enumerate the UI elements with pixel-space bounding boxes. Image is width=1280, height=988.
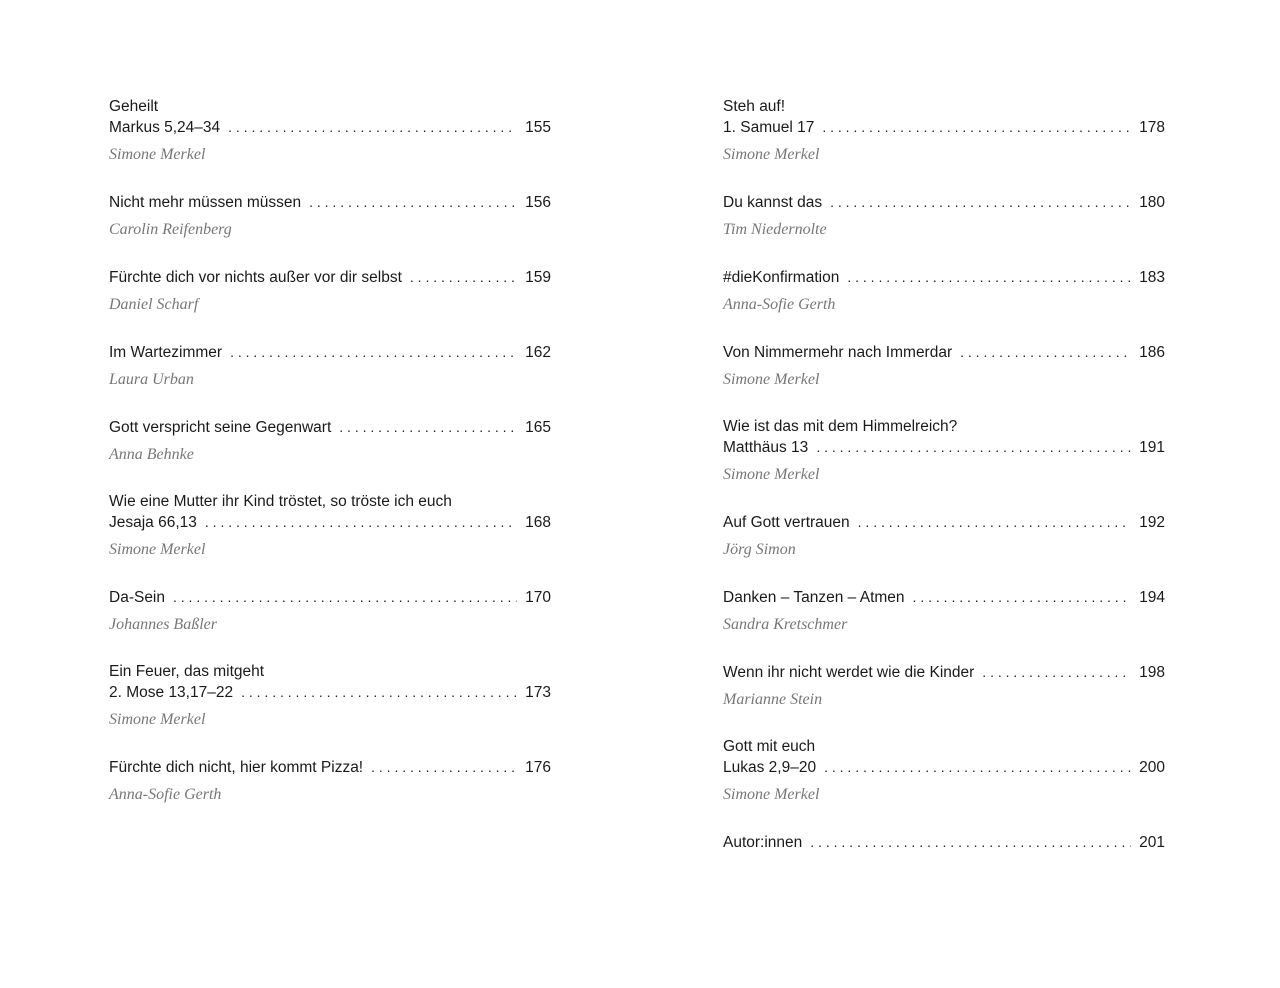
entry-title: Geheilt [109, 98, 159, 115]
entry-author: Simone Merkel [723, 371, 820, 388]
entry-author: Carolin Reifenberg [109, 221, 232, 238]
toc-entry [723, 267, 1165, 315]
entry-title: Gott mit euch [723, 738, 816, 755]
entry-title: Da-Sein [109, 589, 165, 606]
entry-author: Laura Urban [109, 371, 194, 388]
dot-leader [339, 417, 517, 437]
bible-reference: Markus 5,24–34 [109, 119, 221, 136]
entry-title: Du kannst das [723, 194, 823, 211]
entry-title-line [723, 587, 1165, 608]
toc-entry [109, 417, 551, 465]
toc-entry [109, 342, 551, 390]
entry-title: Danken – Tanzen – Atmen [723, 589, 905, 606]
entry-title-line [109, 267, 551, 288]
toc-entry [109, 662, 551, 730]
page-number: 176 [525, 759, 551, 776]
dot-leader [309, 192, 517, 212]
entry-title-line [109, 192, 551, 213]
entry-ref-line [109, 682, 551, 703]
entry-author: Simone Merkel [109, 146, 206, 163]
dot-leader [858, 512, 1131, 532]
entry-ref-line [723, 117, 1165, 138]
page-number: 170 [525, 589, 551, 606]
page-number: 165 [525, 419, 551, 436]
toc-entry [109, 97, 551, 165]
page-number: 173 [525, 684, 551, 701]
entry-author: Anna Behnke [109, 446, 194, 463]
dot-leader [228, 117, 517, 137]
entry-author: Simone Merkel [723, 466, 820, 483]
entry-title-line [109, 587, 551, 608]
dot-leader [205, 512, 517, 532]
entry-title: Steh auf! [723, 98, 786, 115]
entry-title-line [109, 342, 551, 363]
toc-entry [109, 587, 551, 635]
entry-title: Gott verspricht seine Gegenwart [109, 419, 332, 436]
page-number: 180 [1139, 194, 1165, 211]
entry-title-line [723, 267, 1165, 288]
dot-leader [847, 267, 1131, 287]
dot-leader [830, 192, 1131, 212]
dot-leader [816, 437, 1131, 457]
entry-title: Autor:innen [723, 834, 803, 851]
toc-entry [109, 492, 551, 560]
toc-entry [109, 192, 551, 240]
dot-leader [960, 342, 1131, 362]
page-number: 200 [1139, 759, 1165, 776]
entry-title-line [723, 512, 1165, 533]
dot-leader [824, 757, 1131, 777]
page-number: 183 [1139, 269, 1165, 286]
dot-leader [371, 757, 517, 777]
entry-title: Fürchte dich nicht, hier kommt Pizza! [109, 759, 364, 776]
entry-ref-line [723, 437, 1165, 458]
page-number: 192 [1139, 514, 1165, 531]
dot-leader [982, 662, 1131, 682]
entry-ref-line [109, 512, 551, 533]
dot-leader [230, 342, 517, 362]
entry-author: Marianne Stein [723, 691, 823, 708]
entry-ref-line [723, 757, 1165, 778]
entry-title: Von Nimmermehr nach Immerdar [723, 344, 953, 361]
entry-title: Nicht mehr müssen müssen [109, 194, 302, 211]
entry-title: Wenn ihr nicht werdet wie die Kinder [723, 664, 975, 681]
page-number: 155 [525, 119, 551, 136]
entry-author: Jörg Simon [723, 541, 796, 558]
bible-reference: 1. Samuel 17 [723, 119, 815, 136]
entry-author: Anna-Sofie Gerth [723, 296, 836, 313]
entry-author: Tim Niedernolte [723, 221, 827, 238]
toc-entry [109, 267, 551, 315]
toc-entry [723, 97, 1165, 165]
entry-author: Simone Merkel [109, 541, 206, 558]
toc-left-column [109, 97, 551, 832]
page-number: 178 [1139, 119, 1165, 136]
bible-reference: Jesaja 66,13 [109, 514, 197, 531]
entry-title-line [723, 192, 1165, 213]
entry-title: Ein Feuer, das mitgeht [109, 663, 265, 680]
entry-author: Sandra Kretschmer [723, 616, 848, 633]
dot-leader [822, 117, 1131, 137]
page-number: 156 [525, 194, 551, 211]
entry-author: Simone Merkel [723, 786, 820, 803]
page-number: 194 [1139, 589, 1165, 606]
dot-leader [810, 832, 1131, 852]
page-number: 198 [1139, 664, 1165, 681]
entry-title: Auf Gott vertrauen [723, 514, 850, 531]
entry-author: Simone Merkel [109, 711, 206, 728]
page-number: 191 [1139, 439, 1165, 456]
page-number: 162 [525, 344, 551, 361]
entry-title-line [109, 757, 551, 778]
entry-author: Anna-Sofie Gerth [109, 786, 222, 803]
bible-reference: Matthäus 13 [723, 439, 809, 456]
dot-leader [913, 587, 1132, 607]
toc-entry [723, 417, 1165, 485]
entry-author: Simone Merkel [723, 146, 820, 163]
entry-author: Daniel Scharf [109, 296, 199, 313]
entry-title: #dieKonfirmation [723, 269, 840, 286]
entry-title: Im Wartezimmer [109, 344, 223, 361]
page-number: 201 [1139, 834, 1165, 851]
dot-leader [410, 267, 517, 287]
entry-author: Johannes Baßler [109, 616, 217, 633]
entry-title-line [723, 342, 1165, 363]
toc-entry [723, 832, 1165, 853]
page-number: 159 [525, 269, 551, 286]
entry-title: Wie eine Mutter ihr Kind tröstet, so tröste ich euch [109, 493, 452, 510]
page-number: 168 [525, 514, 551, 531]
toc-entry [109, 757, 551, 805]
toc-entry [723, 192, 1165, 240]
entry-title-line [723, 832, 1165, 853]
entry-title: Wie ist das mit dem Himmelreich? [723, 418, 958, 435]
dot-leader [241, 682, 517, 702]
toc-entry [723, 512, 1165, 560]
toc-entry [723, 662, 1165, 710]
toc-right-column [723, 97, 1165, 853]
dot-leader [173, 587, 517, 607]
entry-ref-line [109, 117, 551, 138]
entry-title-line [723, 662, 1165, 683]
entry-title-line [109, 417, 551, 438]
toc-entry [723, 587, 1165, 635]
toc-entry [723, 342, 1165, 390]
bible-reference: 2. Mose 13,17–22 [109, 684, 234, 701]
toc-entry [723, 737, 1165, 805]
entry-title: Fürchte dich vor nichts außer vor dir selbst [109, 269, 402, 286]
bible-reference: Lukas 2,9–20 [723, 759, 817, 776]
page-number: 186 [1139, 344, 1165, 361]
